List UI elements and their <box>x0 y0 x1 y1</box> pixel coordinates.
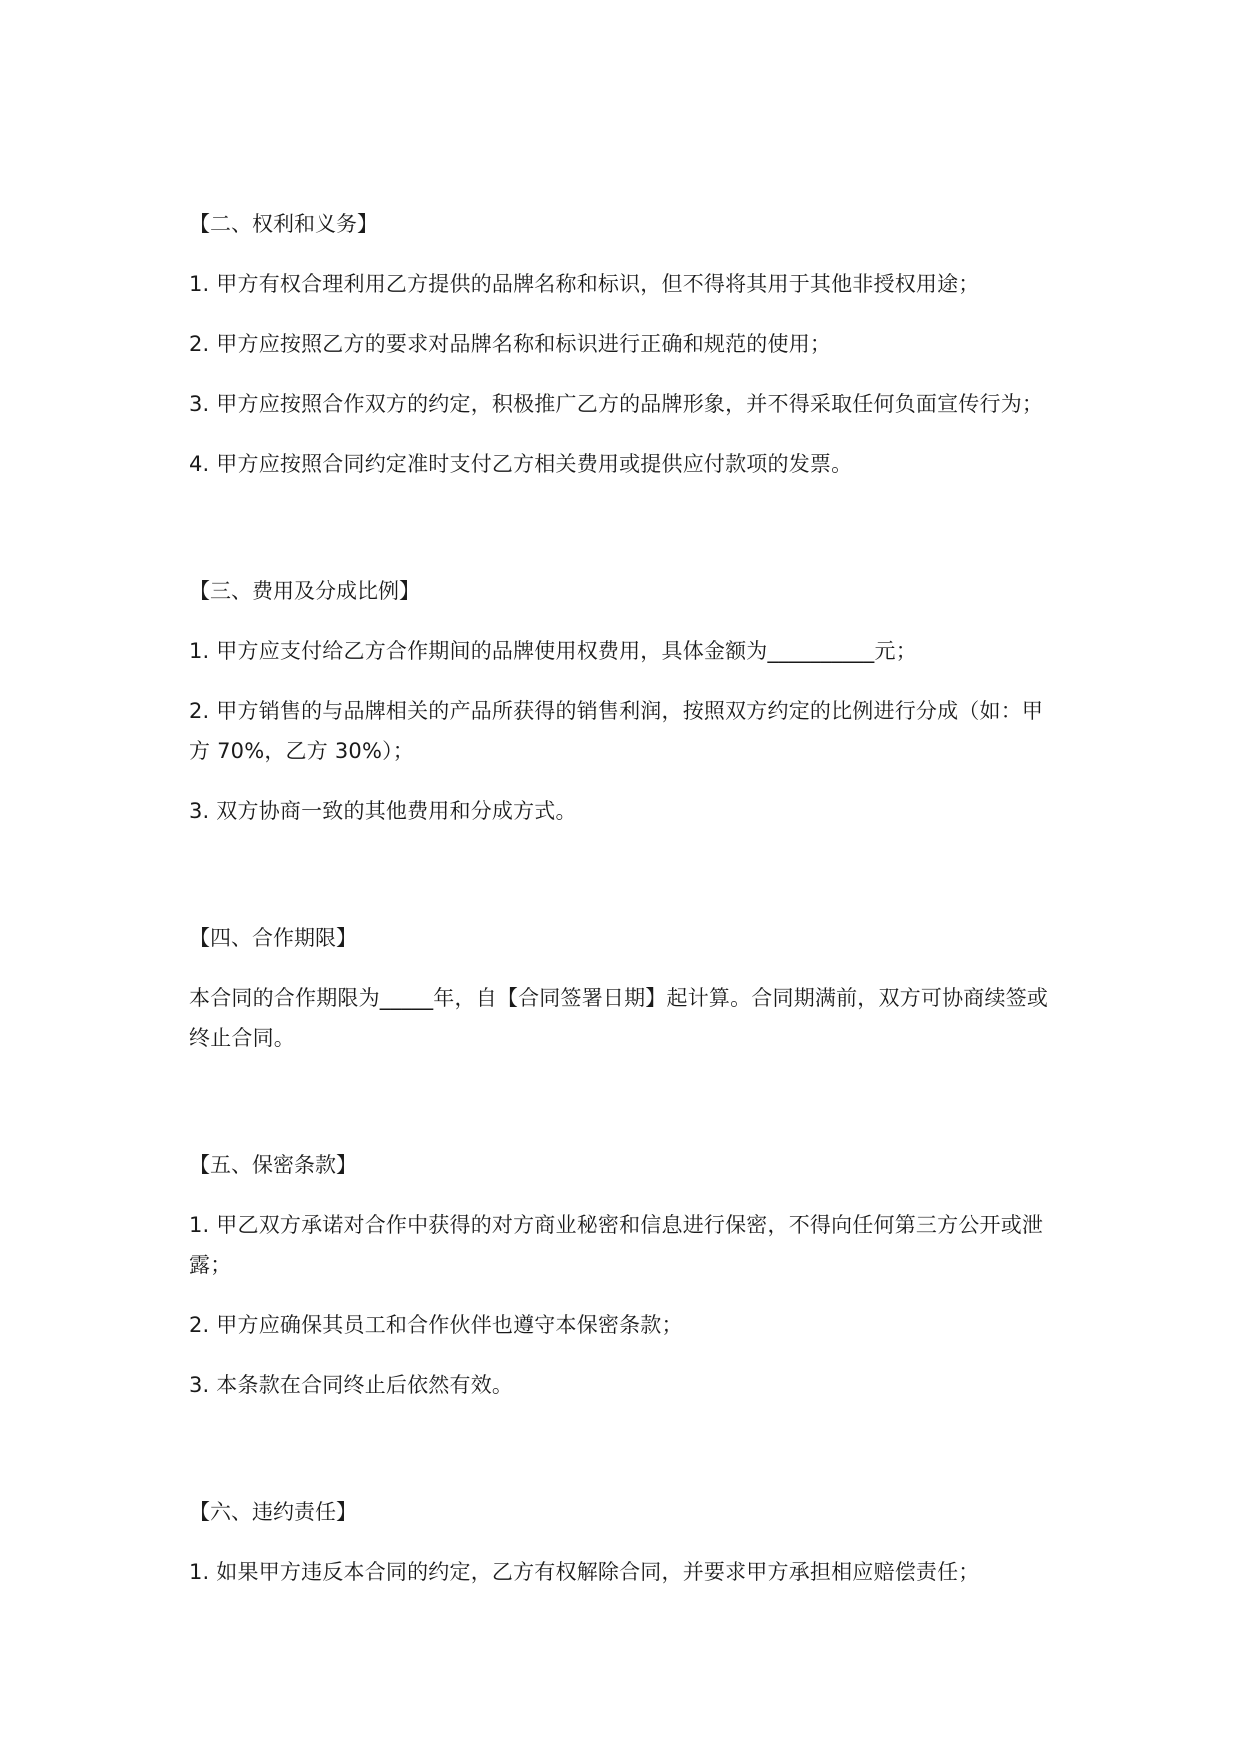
clause: 1. 甲方有权合理利用乙方提供的品牌名称和标识，但不得将其用于其他非授权用途； <box>189 272 980 296</box>
clause: 1. 甲方应支付给乙方合作期间的品牌使用权费用，具体金额为__________元； <box>189 639 917 663</box>
clause: 3. 双方协商一致的其他费用和分成方式。 <box>189 799 577 823</box>
section-spacer <box>189 1425 1059 1492</box>
section-spacer <box>189 1078 1059 1145</box>
section-heading: 【二、权利和义务】 <box>189 212 378 236</box>
clause: 3. 甲方应按照合作双方的约定，积极推广乙方的品牌形象，并不得采取任何负面宣传行为； <box>189 392 1044 416</box>
clause: 4. 甲方应按照合同约定准时支付乙方相关费用或提供应付款项的发票。 <box>189 452 853 476</box>
section-heading: 【三、费用及分成比例】 <box>189 579 420 603</box>
section-term <box>189 918 1059 1058</box>
section-breach-liability <box>189 1492 1059 1592</box>
clause: 2. 甲方应按照乙方的要求对品牌名称和标识进行正确和规范的使用； <box>189 332 832 356</box>
clause: 3. 本条款在合同终止后依然有效。 <box>189 1373 514 1397</box>
section-confidentiality <box>189 1145 1059 1405</box>
section-heading: 【四、合作期限】 <box>189 926 357 950</box>
clause: 2. 甲方应确保其员工和合作伙伴也遵守本保密条款； <box>189 1313 683 1337</box>
section-rights-obligations <box>189 204 1059 484</box>
section-spacer <box>189 504 1059 571</box>
document-body <box>189 204 1059 1612</box>
clause: 1. 甲乙双方承诺对合作中获得的对方商业秘密和信息进行保密，不得向任何第三方公开或泄露； <box>189 1213 1044 1277</box>
clause: 2. 甲方销售的与品牌相关的产品所获得的销售利润，按照双方约定的比例进行分成（如：甲方 70%，乙方 30%）； <box>189 699 1044 763</box>
section-heading: 【五、保密条款】 <box>189 1153 357 1177</box>
clause: 1. 如果甲方违反本合同的约定，乙方有权解除合同，并要求甲方承担相应赔偿责任； <box>189 1560 980 1584</box>
section-fees-ratio <box>189 571 1059 831</box>
section-spacer <box>189 851 1059 918</box>
section-heading: 【六、违约责任】 <box>189 1500 357 1524</box>
clause: 本合同的合作期限为_____年，自【合同签署日期】起计算。合同期满前，双方可协商续签或终止合同。 <box>189 986 1049 1050</box>
